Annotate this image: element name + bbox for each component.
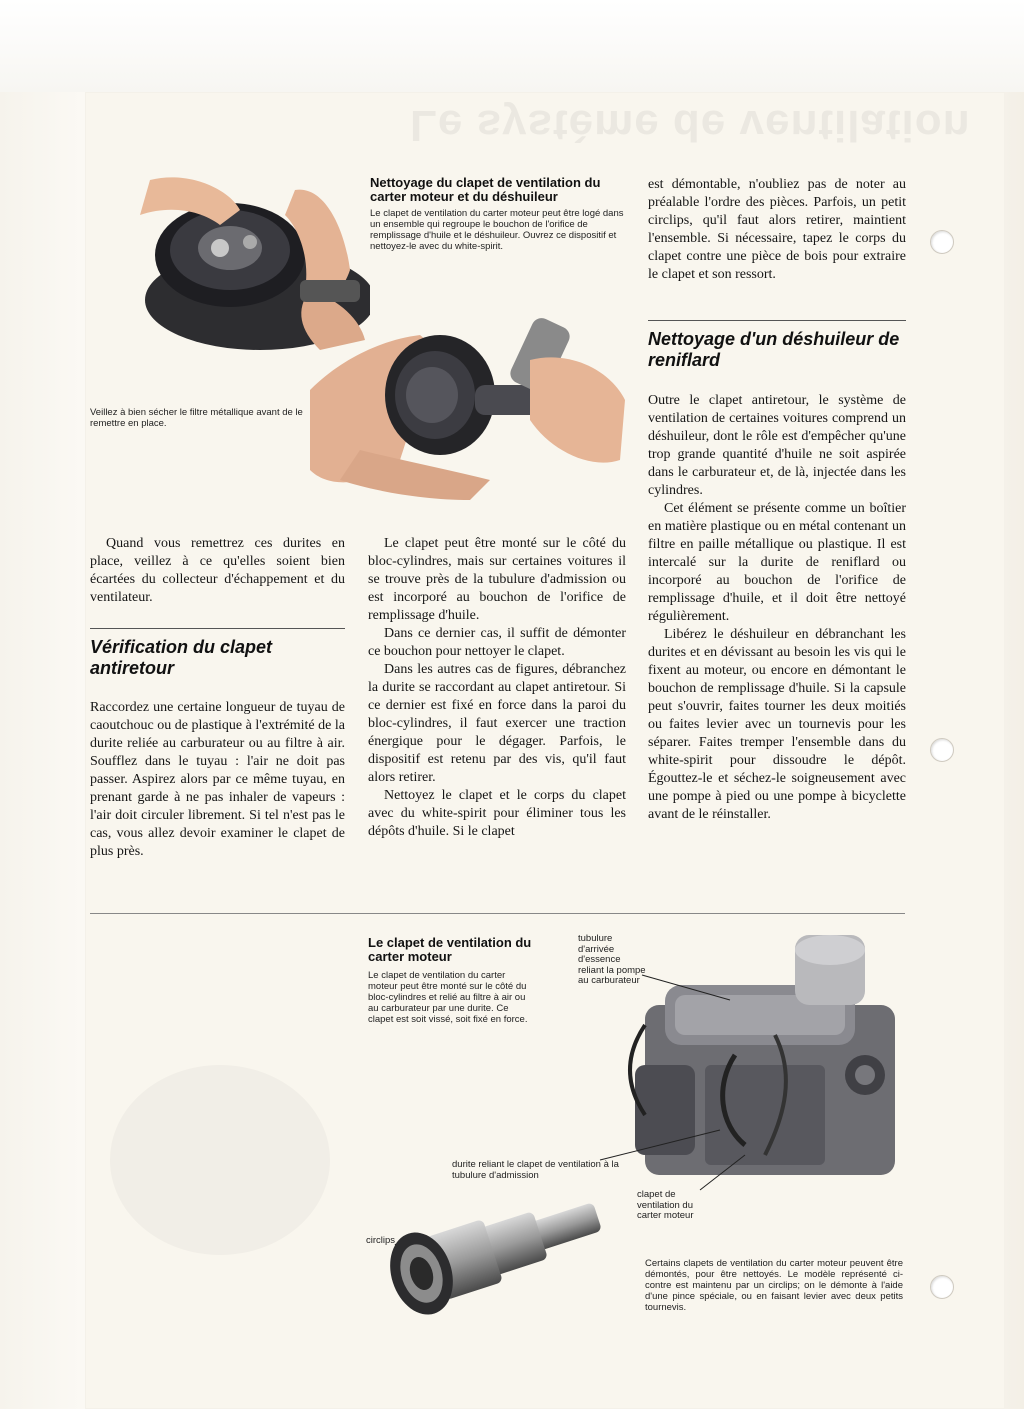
heading-deshuileur: Nettoyage d'un déshuileur de reniflard	[648, 320, 906, 371]
caption-text-cleaning: Le clapet de ventilation du carter moteur peut être logé dans un ensemble qui regroupe le bouchon de l'orifice de remplissage d'huile et le déshuileur. Ouvrez ce dispositif et nettoyez-le avec du white-spirit.	[370, 208, 624, 252]
deshuileur-text: Outre le clapet antiretour, le système de ventilation de certaines voitures comprend un déshuileur, dont le rôle est d'empêcher qu'une trop grande quantité d'huile ne soit aspirée dans le carburateur et, de là, injectée dans les cylindres. Cet élément se présente comme un boîtier en matière plastique ou en métal contenant un filtre en paille métallique ou plastique. Il est intercalé sur la durite de reniflard ou incorporé au bouchon de l'orifice de remplissage d'huile, et il doit être nettoyé régulièrement. Libérez le déshuileur en débranchant les durites et en dévissant au besoin les vis qui le fixent au moteur, ou encore en démontant le bouchon de remplissage d'huile. Si la capsule peut s'ouvrir, faites tourner les deux moitiés ou faites levier avec un tournevis pour les séparer. Faites tremper l'ensemble dans du white-spirit pour dissoudre le dépôt. Égouttez-le et séchez-le soigneusement avec une pompe à pied ou une pompe à bicyclette avant de le réinstaller.	[648, 393, 906, 822]
verification-text: Raccordez une certaine longueur de tuyau de caoutchouc ou de plastique à l'extrémité de la durite reliée au carburateur ou au filtre à air. Soufflez dans le tuyau : l'air ne doit pas passer. Aspirez alors par ce même tuyau, en prenant garde à ne pas inhaler de vapeurs : l'air doit circuler librement. Si tel n'est pas le cas, vous allez devoir examiner le clapet de plus près.	[90, 700, 345, 859]
col3-intro-text: est démontable, n'oubliez pas de noter au préalable l'ordre des pièces. Parfois, un petit circlips, qu'il faut alors retirer, maintient l'ensemble. Si nécessaire, tapez le corps du clapet contre une pièce de bois pour extraire le clapet et son ressort.	[648, 177, 906, 282]
col1-intro-text: Quand vous remettrez ces durites en place, veillez à ce qu'elles soient bien écartées du collecteur d'échappement et du ventilateur.	[90, 536, 345, 605]
illustration-valve-circlips	[375, 1195, 615, 1320]
caption-text-clapet: Le clapet de ventilation du carter moteur peut être monté sur le côté du bloc-cylindres et relié au filtre à air ou au carburateur par une durite. Ce clapet est soit vissé, soit fixé en force.	[368, 970, 528, 1025]
caption-dry-filter: Veillez à bien sécher le filtre métallique avant de le remettre en place.	[90, 407, 303, 429]
caption-circlips-removal: Certains clapets de ventilation du carter moteur peuvent être démontés, pour être nettoyés. Le modèle représenté ci-contre est maintenu par un circlips; on le démonte à l'aide d'une pince spéciale, ou en faisant levier avec deux petits tournevis.	[645, 1258, 903, 1313]
label-circlips: circlips	[366, 1235, 396, 1246]
caption-title-clapet: Le clapet de ventilation du carter moteur	[368, 935, 532, 964]
heading-verification: Vérification du clapet antiretour	[90, 628, 345, 679]
show-through-title: Le système de ventilation	[410, 101, 971, 150]
caption-title-cleaning: Nettoyage du clapet de ventilation du carter moteur et du déshuileur	[370, 175, 601, 204]
label-tubulure: tubulure d'arrivée d'essence reliant la pompe au carburateur	[578, 933, 646, 986]
label-clapet: clapet de ventilation du carter moteur	[637, 1189, 694, 1221]
label-durite: durite reliant le clapet de ventilation à la tubulure d'admission	[452, 1159, 619, 1181]
col2-text: Le clapet peut être monté sur le côté du bloc-cylindres, mais sur certaines voitures il se trouve près de la tubulure d'admission ou est incorporé au bouchon de l'orifice de remplissage d'huile. Dans ce dernier cas, il suffit de démonter ce bouchon pour nettoyer le clapet. Dans les autres cas de figures, débranchez la durite se raccordant au clapet antiretour. Si ce dernier est fixé en force dans la paroi du bloc-cylindres, il faut exercer une traction énergique pour le dégager. Parfois, le dispositif est retenu par des vis, qu'il faut alors retirer. Nettoyez le clapet et le corps du clapet avec du white-spirit pour éliminer tous les dépôts d'huile. Si le clapet	[368, 536, 626, 839]
